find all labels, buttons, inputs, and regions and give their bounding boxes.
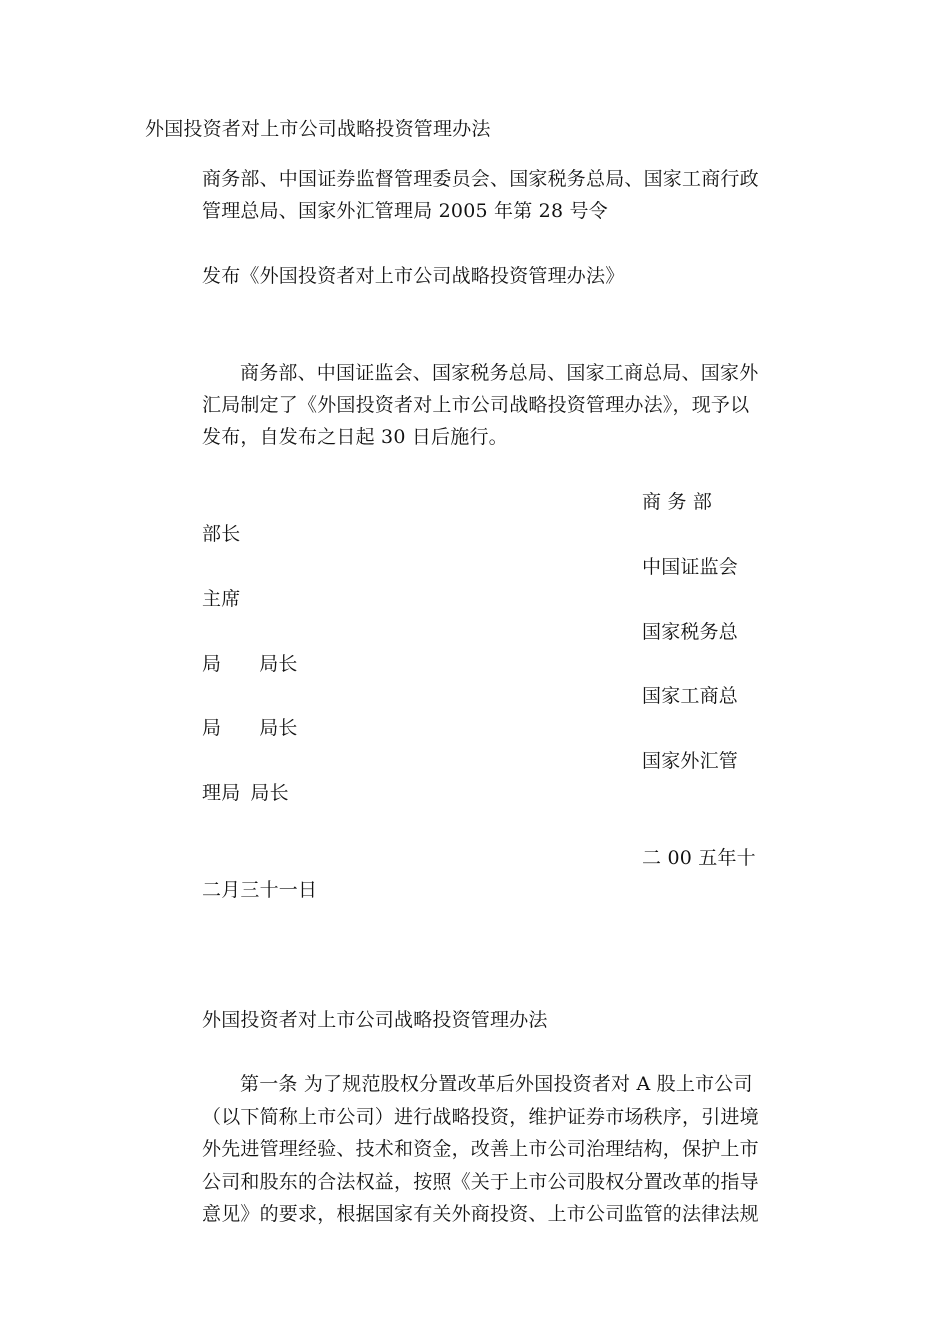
signatory-title-2: 主席	[202, 588, 241, 610]
notice-line-1: 商务部、中国证监会、国家税务总局、国家工商总局、国家外	[240, 362, 759, 384]
date-line-1: 二 00 五年十	[642, 847, 756, 869]
document-heading: 外国投资者对上市公司战略投资管理办法	[145, 118, 491, 140]
issuer-line-2: 管理总局、国家外汇管理局 2005 年第 28 号令	[202, 200, 608, 222]
signatory-title-5-right: 局长	[250, 782, 289, 804]
signatory-org-5: 国家外汇管	[642, 750, 739, 772]
signatory-title-5	[202, 777, 289, 809]
article-1-line-4: 公司和股东的合法权益，按照《关于上市公司股权分置改革的指导	[202, 1171, 759, 1193]
issuer-line-1: 商务部、中国证券监督管理委员会、国家税务总局、国家工商行政	[202, 168, 759, 190]
notice-line-3: 发布，自发布之日起 30 日后施行。	[202, 426, 508, 448]
notice-line-2: 汇局制定了《外国投资者对上市公司战略投资管理办法》，现予以	[202, 394, 750, 416]
article-1-line-3: 外先进管理经验、技术和资金，改善上市公司治理结构，保护上市	[202, 1138, 759, 1160]
signatory-title-3	[202, 648, 298, 680]
signatory-title-5-left: 理局	[202, 782, 241, 804]
article-1-line-1: 第一条 为了规范股权分置改革后外国投资者对 A 股上市公司	[240, 1073, 753, 1095]
signatory-title-1: 部长	[202, 523, 241, 545]
signatory-org-1: 商 务 部	[642, 491, 713, 513]
signatory-org-4: 国家工商总	[642, 685, 739, 707]
body-title: 外国投资者对上市公司战略投资管理办法	[202, 1009, 548, 1031]
signatory-title-4-left: 局	[202, 717, 222, 739]
article-1-line-5: 意见》的要求，根据国家有关外商投资、上市公司监管的法律法规	[202, 1203, 759, 1225]
publish-title: 发布《外国投资者对上市公司战略投资管理办法》	[202, 265, 625, 287]
date-line-2: 二月三十一日	[202, 879, 318, 901]
signatory-title-4-right: 局长	[259, 717, 298, 739]
signatory-title-3-right: 局长	[259, 653, 298, 675]
signatory-title-4	[202, 712, 298, 744]
article-1-line-2: （以下简称上市公司）进行战略投资，维护证券市场秩序，引进境	[202, 1106, 759, 1128]
signatory-org-2: 中国证监会	[642, 556, 739, 578]
signatory-title-3-left: 局	[202, 653, 222, 675]
signatory-org-3: 国家税务总	[642, 621, 739, 643]
